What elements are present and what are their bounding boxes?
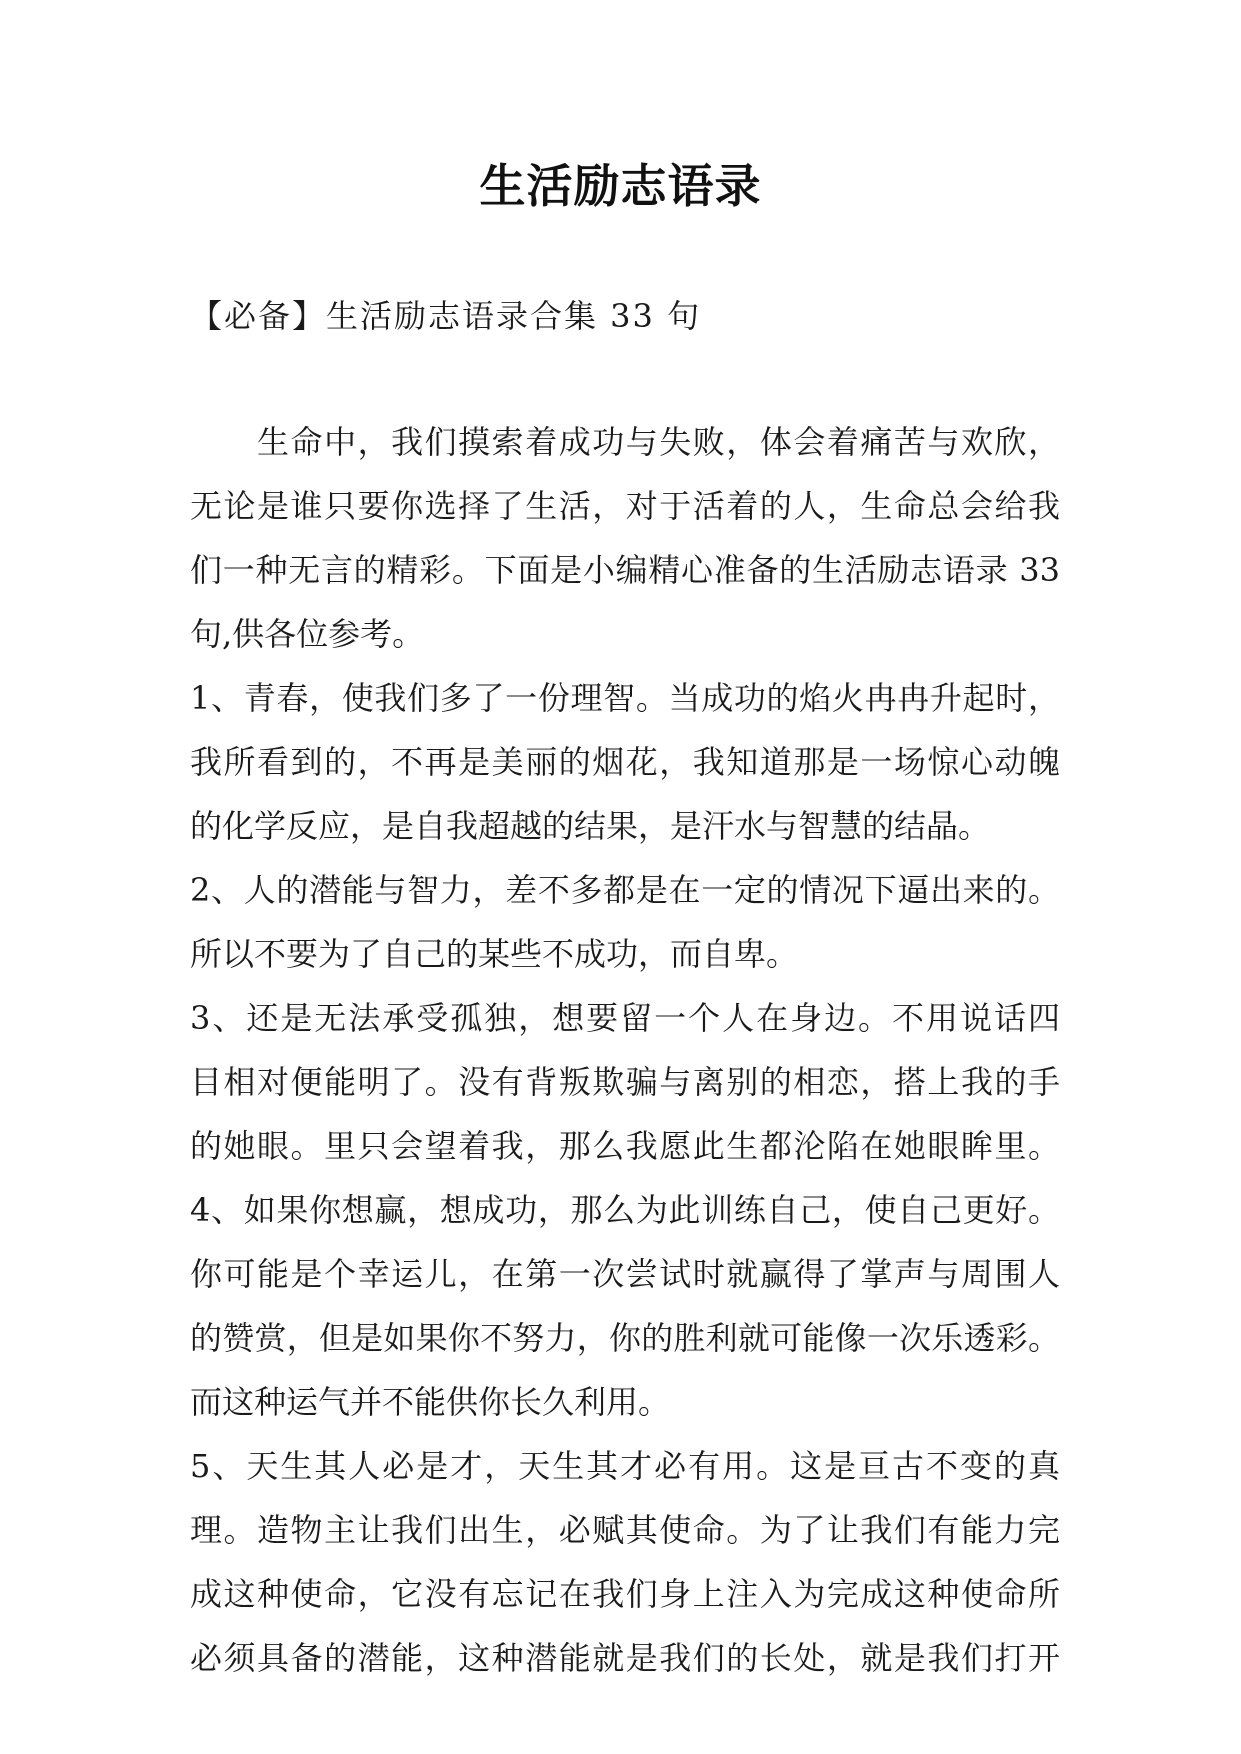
body-line: 我所看到的，不再是美丽的烟花，我知道那是一场惊心动魄 xyxy=(190,743,1060,781)
body-line: 理。造物主让我们出生，必赋其使命。为了让我们有能力完 xyxy=(190,1511,1060,1549)
body-line: 生命中，我们摸索着成功与失败，体会着痛苦与欢欣， xyxy=(190,423,1060,461)
body-line: 的她眼。里只会望着我，那么我愿此生都沦陷在她眼眸里。 xyxy=(190,1127,1060,1165)
document-subtitle: 【必备】生活励志语录合集 33 句 xyxy=(190,297,702,335)
body-line: 4、如果你想赢，想成功，那么为此训练自己，使自己更好。 xyxy=(190,1191,1060,1229)
body-line: 成这种使命，它没有忘记在我们身上注入为完成这种使命所 xyxy=(190,1575,1060,1613)
document-title: 生活励志语录 xyxy=(479,159,762,213)
body-line: 的化学反应，是自我超越的结果，是汗水与智慧的结晶。 xyxy=(190,807,991,845)
body-line: 句,供各位参考。 xyxy=(190,615,425,653)
body-line: 必须具备的潜能，这种潜能就是我们的长处，就是我们打开 xyxy=(190,1639,1060,1677)
body-line: 而这种运气并不能供你长久利用。 xyxy=(190,1383,671,1421)
document-body xyxy=(190,410,1060,1690)
body-line: 无论是谁只要你选择了生活，对于活着的人，生命总会给我 xyxy=(190,487,1060,525)
body-line: 你可能是个幸运儿，在第一次尝试时就赢得了掌声与周围人 xyxy=(190,1255,1060,1293)
body-line: 1、青春，使我们多了一份理智。当成功的焰火冉冉升起时， xyxy=(190,679,1060,717)
body-line: 5、天生其人必是才，天生其才必有用。这是亘古不变的真 xyxy=(190,1447,1060,1485)
body-line: 的赞赏，但是如果你不努力，你的胜利就可能像一次乐透彩。 xyxy=(190,1319,1060,1357)
body-line: 3、还是无法承受孤独，想要留一个人在身边。不用说话四 xyxy=(190,999,1060,1037)
body-line: 们一种无言的精彩。下面是小编精心准备的生活励志语录 33 xyxy=(190,551,1060,589)
body-line: 目相对便能明了。没有背叛欺骗与离别的相恋，搭上我的手 xyxy=(190,1063,1060,1101)
body-line: 2、人的潜能与智力，差不多都是在一定的情况下逼出来的。 xyxy=(190,871,1060,909)
body-line: 所以不要为了自己的某些不成功，而自卑。 xyxy=(190,935,799,973)
